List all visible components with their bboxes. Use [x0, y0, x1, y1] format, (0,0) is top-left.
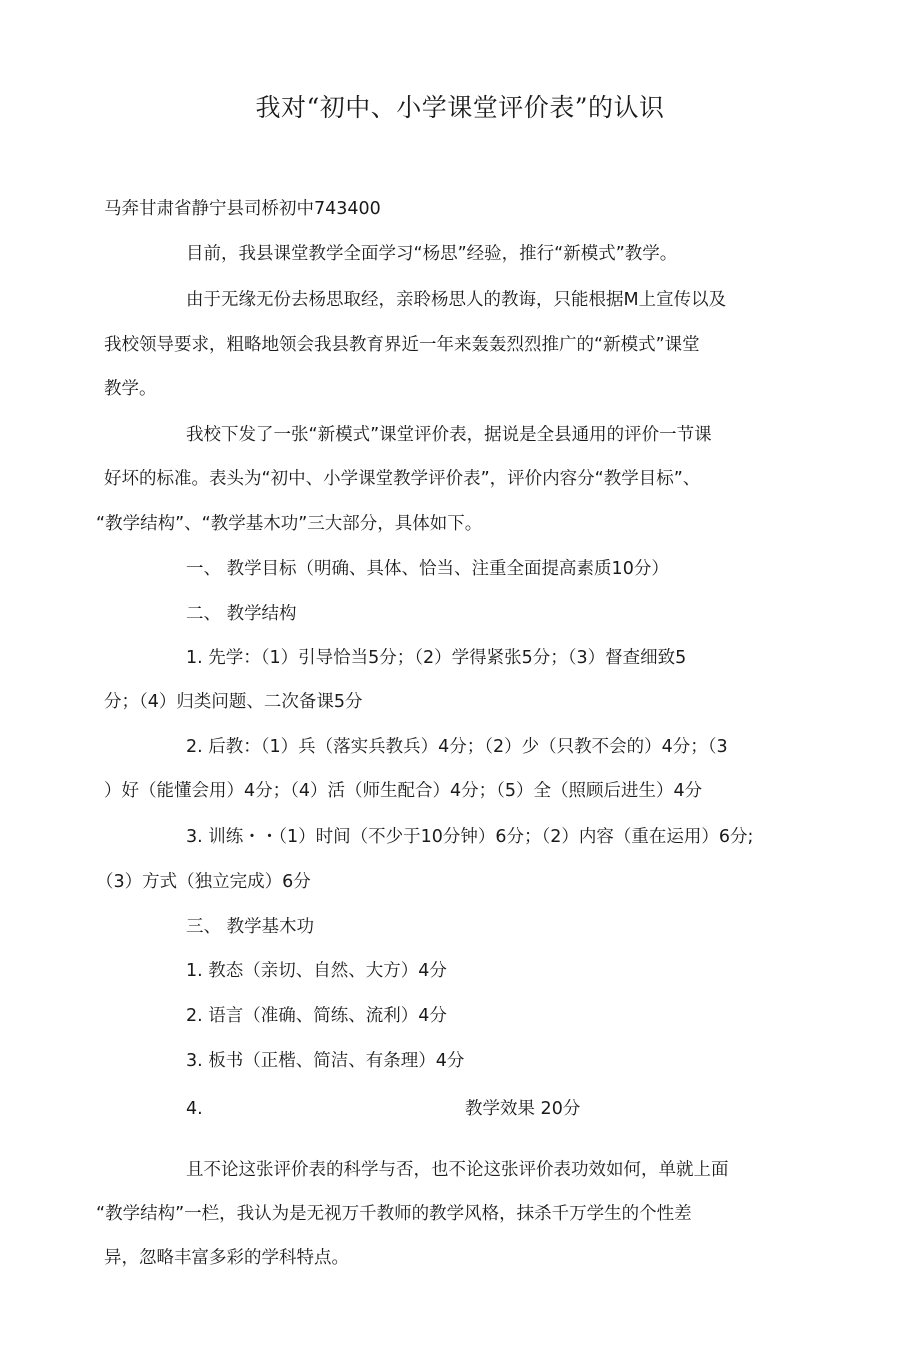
item-2-1-line-2: 分；（4）归类问题、二次备课5分	[104, 692, 363, 712]
intro-paragraph-2-line-1: 由于无缘无份去杨思取经，亲聆杨思人的教诲，只能根据M上宣传以及	[186, 290, 727, 310]
document-title: 我对“初中、小学课堂评价表”的认识	[255, 93, 665, 122]
item-4-text: 教学效果 20分	[465, 1099, 581, 1119]
item-4-number: 4.	[186, 1099, 203, 1119]
item-2-3-line-1: 3. 训练・・（1）时间（不少于10分钟）6分；（2）内容（重在运用）6分;	[186, 827, 754, 847]
intro-paragraph-2-line-3: 教学。	[104, 379, 157, 399]
item-2-2-line-1: 2. 后教：（1）兵（落实兵教兵）4分；（2）少（只教不会的）4分；（3	[186, 737, 728, 757]
conclusion-line-3: 异，忽略丰富多彩的学科特点。	[104, 1248, 349, 1268]
item-3-1: 1. 教态（亲切、自然、大方）4分	[186, 961, 447, 981]
section-3-heading: 三、 教学基木功	[186, 917, 315, 937]
item-2-1-line-1: 1. 先学：（1）引导恰当5分；（2）学得紧张5分；（3）督查细致5	[186, 648, 687, 668]
conclusion-line-2: “教学结构”一栏，我认为是无视万千教师的教学风格，抹杀千万学生的个性差	[96, 1204, 692, 1224]
item-3-2: 2. 语言（准确、简练、流利）4分	[186, 1006, 447, 1026]
section-2-heading: 二、 教学结构	[186, 604, 297, 624]
item-3-3: 3. 板书（正楷、简洁、有条理）4分	[186, 1051, 465, 1071]
intro-paragraph-3-line-3: “教学结构”、“教学基木功”三大部分，具体如下。	[96, 514, 483, 534]
item-2-2-line-2: ）好（能懂会用）4分；（4）活（师生配合）4分；（5）全（照顾后进生）4分	[104, 781, 703, 801]
intro-paragraph-1: 目前，我县课堂教学全面学习“杨思”经验，推行“新模式”教学。	[186, 244, 678, 264]
conclusion-line-1: 且不论这张评价表的科学与否，也不论这张评价表功效如何，单就上面	[186, 1160, 729, 1180]
intro-paragraph-3-line-1: 我校下发了一张“新模式”课堂评价表，据说是全县通用的评价一节课	[186, 425, 712, 445]
section-1-heading: 一、 教学目标（明确、具体、恰当、注重全面提高素质10分）	[186, 559, 669, 579]
item-2-3-line-2: （3）方式（独立完成）6分	[96, 872, 311, 892]
intro-paragraph-2-line-2: 我校领导要求，粗略地领会我县教育界近一年来轰轰烈烈推广的“新模式”课堂	[104, 335, 700, 355]
intro-paragraph-3-line-2: 好坏的标准。表头为“初中、小学课堂教学评价表”，评价内容分“教学目标”、	[104, 469, 701, 489]
author-line: 马奔甘肃省静宁县司桥初中743400	[104, 199, 381, 219]
